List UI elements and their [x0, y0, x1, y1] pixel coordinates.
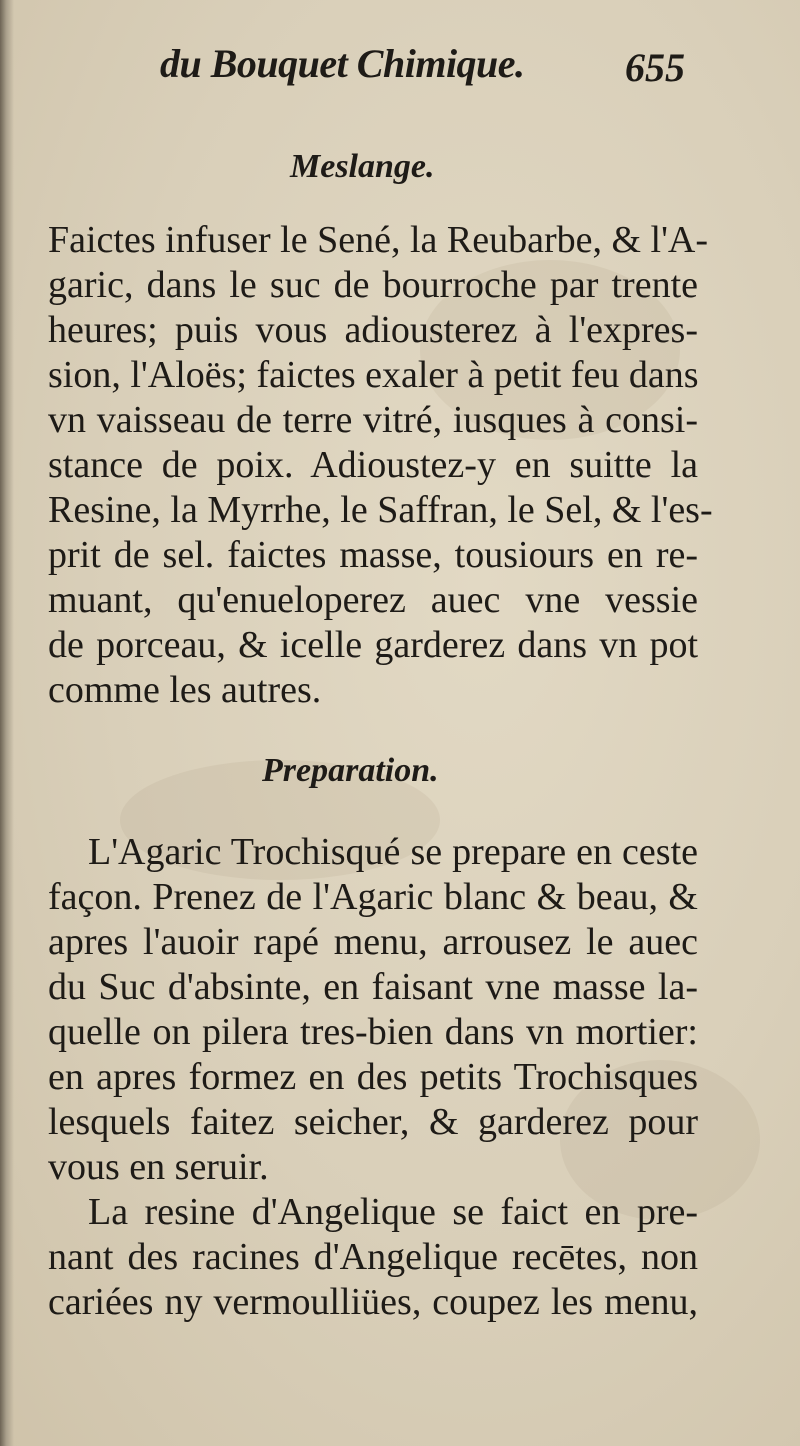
text-line: L'Agaric Trochisqué se prepare en ceste [88, 831, 698, 873]
text-line: prit de sel. faictes masse, tousiours en re- [48, 534, 698, 576]
text-line: garic, dans le suc de bourroche par trente [48, 264, 698, 306]
text-line: La resine d'Angelique se faict en pre- [88, 1191, 698, 1233]
text-line: Faictes infuser le Sené, la Reubarbe, & l'A- [48, 219, 709, 261]
text-line: sion, l'Aloës; faictes exaler à petit feu dans [48, 354, 699, 396]
text-line: heures; puis vous adiousterez à l'expres- [48, 309, 698, 351]
text-line: comme les autres. [48, 669, 322, 711]
text-line: Resine, la Myrrhe, le Saffran, le Sel, & l'es- [48, 489, 713, 531]
section1-paragraph [48, 218, 713, 713]
text-line: vn vaisseau de terre vitré, iusques à consi- [48, 399, 698, 441]
section-heading-preparation [0, 752, 800, 796]
text-line: quelle on pilera tres-bien dans vn mortier: [48, 1011, 698, 1053]
text-line: lesquels faitez seicher, & garderez pour [48, 1101, 698, 1143]
text-line: façon. Prenez de l'Agaric blanc & beau, & [48, 876, 698, 918]
text-line: muant, qu'enueloperez auec vne vessie [48, 579, 698, 621]
section-heading-text: Meslange. [290, 148, 435, 185]
text-line: vous en seruir. [48, 1146, 269, 1188]
section2-paragraph-1 [48, 830, 698, 1190]
text-line: cariées ny vermoulliües, coupez les menu, [48, 1281, 698, 1323]
section-heading-meslange [0, 148, 800, 192]
page-number: 655 [625, 45, 685, 90]
section-heading-text: Preparation. [262, 752, 439, 789]
text-line: stance de poix. Adioustez-y en suitte la [48, 444, 698, 486]
page-gutter-shadow [0, 0, 14, 1446]
text-line: en apres formez en des petits Trochisques [48, 1056, 698, 1098]
section2-paragraph-2 [48, 1190, 698, 1325]
running-title: du Bouquet Chimique. [160, 41, 525, 86]
text-line: nant des racines d'Angelique recētes, non [48, 1236, 698, 1278]
text-line: apres l'auoir rapé menu, arrousez le auec [48, 921, 698, 963]
text-line: de porceau, & icelle garderez dans vn pot [48, 624, 698, 666]
page-header [0, 40, 800, 100]
text-line: du Suc d'absinte, en faisant vne masse la- [48, 966, 698, 1008]
